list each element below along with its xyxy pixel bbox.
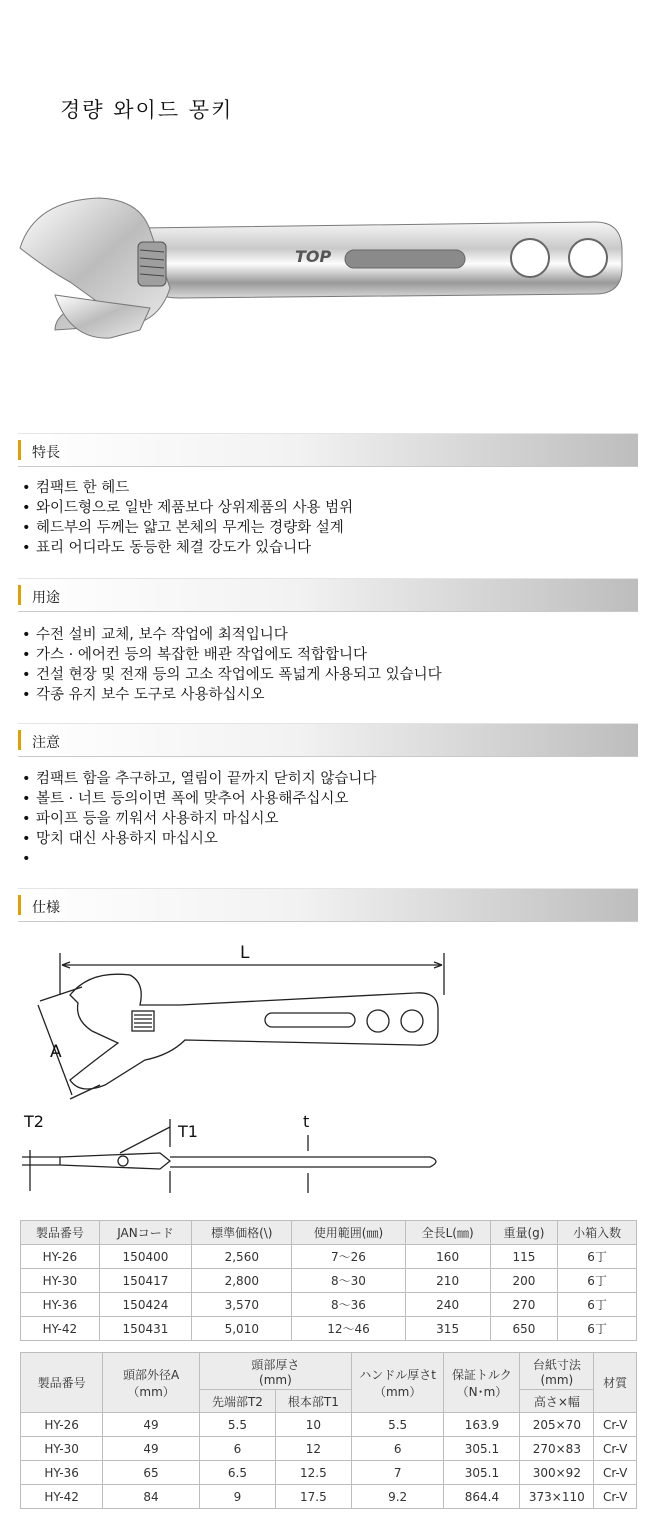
section-label: 特長 (32, 445, 60, 461)
table-cell: 115 (490, 1245, 557, 1269)
table-cell: 270 (490, 1293, 557, 1317)
table-cell: Cr-V (594, 1413, 637, 1437)
section-label: 用途 (32, 590, 60, 606)
section-label: 仕様 (32, 900, 60, 916)
dimension-diagram (20, 935, 460, 1215)
list-item: • 표리 어디라도 동등한 체결 강도가 있습니다 (22, 538, 353, 558)
table-cell: 5.5 (199, 1413, 275, 1437)
column-header-root: 根本部T1 (275, 1390, 351, 1413)
column-header-head-thickness (199, 1353, 351, 1390)
list-item: • 수전 설비 교체, 보수 작업에 최적입니다 (22, 625, 442, 645)
table-cell: 8～30 (292, 1269, 405, 1293)
section-label: 注意 (32, 735, 60, 751)
table-cell: 305.1 (444, 1461, 520, 1485)
table-cell: Cr-V (594, 1437, 637, 1461)
table-row (21, 1317, 637, 1341)
dim-label-T2: T2 (24, 1112, 44, 1131)
table-cell: 270×83 (520, 1437, 594, 1461)
header-text: 保証トルク (452, 1367, 512, 1382)
table-row (21, 1485, 637, 1509)
table-cell: 205×70 (520, 1413, 594, 1437)
table-cell: HY-30 (21, 1437, 103, 1461)
column-header-torque (444, 1353, 520, 1413)
section-accent (18, 440, 21, 460)
table-cell: 210 (405, 1269, 490, 1293)
table-cell: 5,010 (192, 1317, 292, 1341)
table-cell: 150400 (99, 1245, 191, 1269)
header-unit: (mm) (259, 1372, 292, 1387)
list-item: • 망치 대신 사용하지 마십시오 (22, 829, 376, 849)
table-cell: 864.4 (444, 1485, 520, 1509)
table-cell: 6丁 (558, 1293, 637, 1317)
table-cell: 150417 (99, 1269, 191, 1293)
table-cell: 2,800 (192, 1269, 292, 1293)
column-header: 標準価格(\) (192, 1221, 292, 1245)
column-header: 小箱入数 (558, 1221, 637, 1245)
column-header-card-sub: 高さ×幅 (520, 1390, 594, 1413)
list-item: • 헤드부의 두께는 얇고 본체의 무게는 경량화 설계 (22, 518, 353, 538)
table-cell: 6丁 (558, 1269, 637, 1293)
table-cell: HY-42 (21, 1317, 100, 1341)
table-cell: 3,570 (192, 1293, 292, 1317)
list-item (22, 849, 376, 869)
table-row (21, 1269, 637, 1293)
column-header-head-a (103, 1353, 200, 1413)
table-cell: 6.5 (199, 1461, 275, 1485)
table-cell: HY-36 (21, 1293, 100, 1317)
list-item: • 컴팩트 한 헤드 (22, 478, 353, 498)
table-cell: Cr-V (594, 1461, 637, 1485)
dim-label-T1: T1 (178, 1122, 198, 1141)
list-item: • 가스 · 에어컨 등의 복잡한 배관 작업에도 적합합니다 (22, 645, 442, 665)
table-cell: 300×92 (520, 1461, 594, 1485)
header-text: 頭部厚さ (251, 1357, 300, 1372)
column-header: JANコード (99, 1221, 191, 1245)
column-header-card (520, 1353, 594, 1390)
table-cell: 10 (275, 1413, 351, 1437)
table-cell: 84 (103, 1485, 200, 1509)
list-item: • 컴팩트 함을 추구하고, 열림이 끝까지 닫히지 않습니다 (22, 769, 376, 789)
section-accent (18, 585, 21, 605)
header-unit: （mm） (127, 1384, 175, 1399)
dim-label-A: A (50, 1042, 62, 1062)
table-cell: HY-30 (21, 1269, 100, 1293)
header-text: 頭部外径A (122, 1367, 180, 1382)
table-cell: 8～36 (292, 1293, 405, 1317)
features-list (22, 478, 353, 558)
table-cell: 373×110 (520, 1485, 594, 1509)
table-cell: 650 (490, 1317, 557, 1341)
page-title: 경량 와이드 몽키 (60, 98, 234, 122)
column-header: 全長L(㎜) (405, 1221, 490, 1245)
column-header-material: 材質 (594, 1353, 637, 1413)
table-header-row (21, 1353, 637, 1390)
list-item: • 파이프 등을 끼워서 사용하지 마십시오 (22, 809, 376, 829)
table-row (21, 1245, 637, 1269)
table-header-row (21, 1221, 637, 1245)
cautions-list (22, 769, 376, 869)
table-cell: 49 (103, 1437, 200, 1461)
table-cell: 9.2 (351, 1485, 444, 1509)
table-cell: 240 (405, 1293, 490, 1317)
dim-label-t: t (303, 1112, 310, 1131)
table-cell: HY-36 (21, 1461, 103, 1485)
section-header-uses (18, 578, 638, 612)
table-cell: 5.5 (351, 1413, 444, 1437)
table-cell: 12 (275, 1437, 351, 1461)
table-cell: 49 (103, 1413, 200, 1437)
wrench-product-image (10, 170, 640, 410)
table-cell: 17.5 (275, 1485, 351, 1509)
table-row (21, 1461, 637, 1485)
table-cell: 7～26 (292, 1245, 405, 1269)
table-row (21, 1437, 637, 1461)
table-cell: 6丁 (558, 1317, 637, 1341)
column-header-product: 製品番号 (21, 1353, 103, 1413)
uses-list (22, 625, 442, 705)
table-cell: HY-42 (21, 1485, 103, 1509)
table-cell: 160 (405, 1245, 490, 1269)
header-text: ハンドル厚さt (359, 1367, 437, 1382)
column-header: 重量(g) (490, 1221, 557, 1245)
header-unit: （N･m） (456, 1384, 508, 1399)
section-header-features (18, 433, 638, 467)
section-header-cautions (18, 723, 638, 757)
section-header-specs (18, 888, 638, 922)
table-row (21, 1293, 637, 1317)
table-cell: 2,560 (192, 1245, 292, 1269)
column-header: 使用範囲(㎜) (292, 1221, 405, 1245)
list-item: • 각종 유지 보수 도구로 사용하십시오 (22, 685, 442, 705)
spec-table-2 (20, 1352, 637, 1509)
section-accent (18, 730, 21, 750)
list-item: • 건설 현장 및 전재 등의 고소 작업에도 폭넓게 사용되고 있습니다 (22, 665, 442, 685)
list-item: • 볼트 · 너트 등의이면 폭에 맞추어 사용해주십시오 (22, 789, 376, 809)
column-header-tip: 先端部T2 (199, 1390, 275, 1413)
table-cell: 12～46 (292, 1317, 405, 1341)
table-cell: 315 (405, 1317, 490, 1341)
table-cell: 200 (490, 1269, 557, 1293)
table-cell: HY-26 (21, 1413, 103, 1437)
table-cell: 150431 (99, 1317, 191, 1341)
column-header-handle (351, 1353, 444, 1413)
table-row (21, 1413, 637, 1437)
table-cell: 12.5 (275, 1461, 351, 1485)
table-cell: 7 (351, 1461, 444, 1485)
header-text: 台紙寸法 (532, 1357, 581, 1372)
header-unit: （mm） (373, 1384, 422, 1399)
table-cell: 6 (199, 1437, 275, 1461)
spec-table-1 (20, 1220, 637, 1341)
table-cell: 163.9 (444, 1413, 520, 1437)
table-cell: 6 (351, 1437, 444, 1461)
table-cell: 9 (199, 1485, 275, 1509)
table-cell: 150424 (99, 1293, 191, 1317)
table-cell: HY-26 (21, 1245, 100, 1269)
table-cell: 65 (103, 1461, 200, 1485)
header-unit: (mm) (540, 1372, 574, 1387)
table-cell: 6丁 (558, 1245, 637, 1269)
brand-logo: TOP (295, 247, 332, 266)
dim-label-L: L (240, 943, 250, 963)
section-accent (18, 895, 21, 915)
column-header: 製品番号 (21, 1221, 100, 1245)
table-cell: Cr-V (594, 1485, 637, 1509)
list-item: • 와이드형으로 일반 제품보다 상위제품의 사용 범위 (22, 498, 353, 518)
table-cell: 305.1 (444, 1437, 520, 1461)
